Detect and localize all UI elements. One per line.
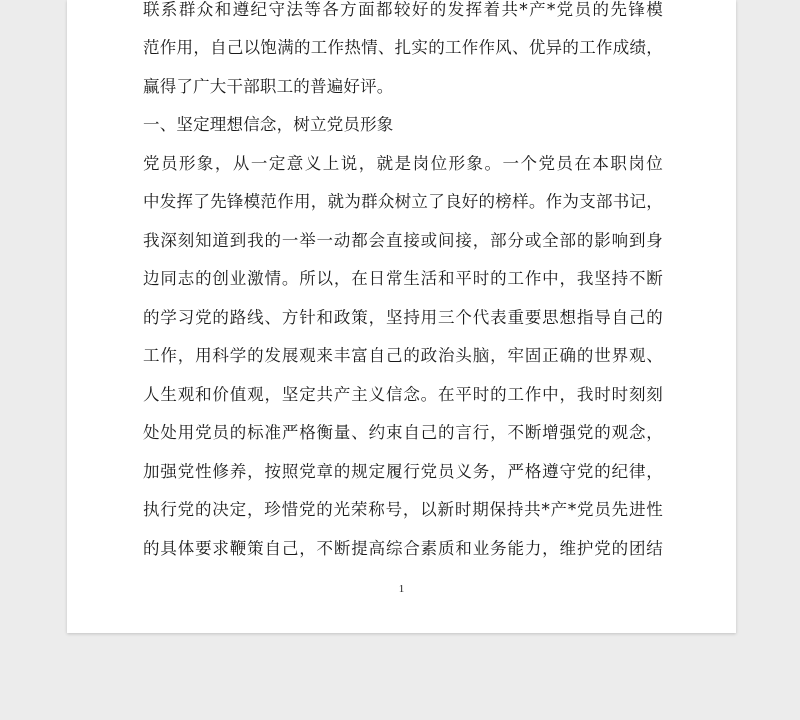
text-line: 加强党性修养，按照党章的规定履行党员义务，严格遵守党的纪律， <box>143 462 663 481</box>
text-line: 边同志的创业激情。所以，在日常生活和平时的工作中，我坚持不断 <box>143 269 663 288</box>
section-heading: 一、坚定理想信念，树立党员形象 <box>143 115 394 134</box>
text-line: 中发挥了先锋模范作用，就为群众树立了良好的榜样。作为支部书记， <box>143 192 663 211</box>
text-line: 工作，用科学的发展观来丰富自己的政治头脑，牢固正确的世界观、 <box>143 346 663 365</box>
text-line: 人生观和价值观，坚定共产主义信念。在平时的工作中，我时时刻刻 <box>143 385 663 404</box>
text-line: 赢得了广大干部职工的普遍好评。 <box>143 77 394 96</box>
page-number: 1 <box>398 583 405 595</box>
text-line: 的具体要求鞭策自己，不断提高综合素质和业务能力，维护党的团结 <box>143 539 663 558</box>
text-line: 党员形象，从一定意义上说，就是岗位形象。一个党员在本职岗位 <box>143 154 663 173</box>
text-line: 范作用，自己以饱满的工作热情、扎实的工作作风、优异的工作成绩， <box>143 38 663 57</box>
text-line: 处处用党员的标准严格衡量、约束自己的言行，不断增强党的观念， <box>143 423 663 442</box>
text-line: 的学习党的路线、方针和政策，坚持用三个代表重要思想指导自己的 <box>143 308 663 327</box>
text-line: 执行党的决定，珍惜党的光荣称号，以新时期保持共*产*党员先进性 <box>143 500 663 519</box>
document-page <box>67 0 736 633</box>
text-line: 我深刻知道到我的一举一动都会直接或间接，部分或全部的影响到身 <box>143 231 663 250</box>
text-line: 联系群众和遵纪守法等各方面都较好的发挥着共*产*党员的先锋模 <box>143 0 663 19</box>
